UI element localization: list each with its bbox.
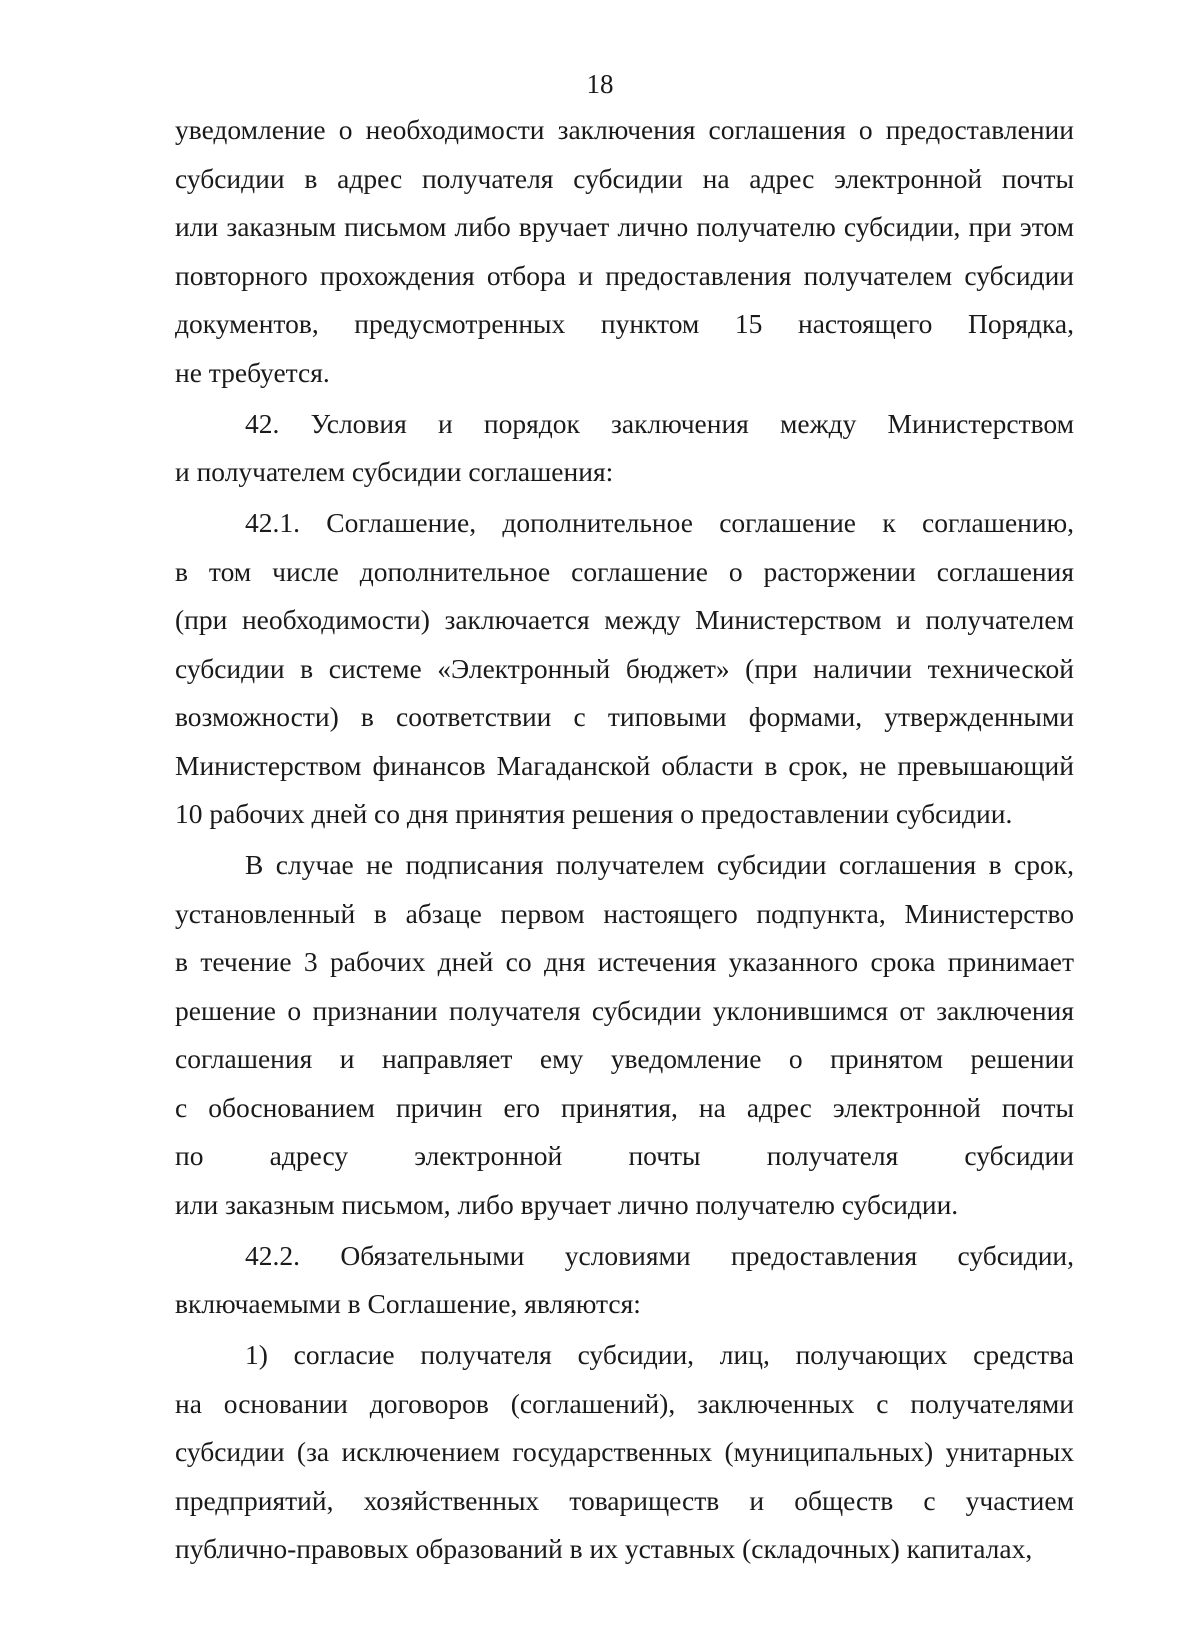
text-line: соглашения и направляет ему уведомление о принятом решении: [175, 1043, 1074, 1074]
text-line: или заказным письмом либо вручает лично получателю субсидии, при этом: [175, 211, 1074, 242]
paragraph: [175, 106, 1074, 397]
text-line: или заказным письмом, либо вручает лично получателю субсидии.: [175, 1188, 959, 1220]
text-line: на основании договоров (соглашений), заключенных с получателями: [175, 1387, 1074, 1419]
paragraph: [175, 1331, 1074, 1574]
text-line: субсидии (за исключением государственных (муниципальных) унитарных: [175, 1436, 1074, 1467]
paragraph: [175, 499, 1074, 839]
text-line: документов, предусмотренных пунктом 15 настоящего Порядка,: [175, 308, 1074, 339]
text-line: публично-правовых образований в их уставных (складочных) капиталах,: [175, 1533, 1033, 1564]
page-number: 18: [586, 69, 614, 99]
text-line: включаемыми в Соглашение, являются:: [175, 1288, 641, 1319]
text-line: 10 рабочих дней со дня принятия решения о предоставлении субсидии.: [175, 798, 1013, 829]
text-line: возможности) в соответствии с типовыми формами, утвержденными: [175, 701, 1074, 732]
text-line: 42.2. Обязательными условиями предоставления субсидии,: [245, 1239, 1074, 1271]
paragraph: [175, 400, 1074, 497]
text-line: 42.1. Соглашение, дополнительное соглашение к соглашению,: [245, 507, 1074, 538]
text-line: повторного прохождения отбора и предоставления получателем субсидии: [175, 259, 1074, 291]
paragraph: [175, 841, 1074, 1229]
text-line: по адресу электронной почты получателя субсидии: [175, 1140, 1074, 1171]
text-line: Министерством финансов Магаданской области в срок, не превышающий: [175, 749, 1074, 781]
text-line: решение о признании получателя субсидии уклонившимся от заключения: [175, 994, 1074, 1026]
text-line: в том числе дополнительное соглашение о расторжении соглашения: [175, 555, 1074, 587]
text-line: уведомление о необходимости заключения соглашения о предоставлении: [175, 114, 1074, 145]
text-line: 42. Условия и порядок заключения между Министерством: [245, 407, 1074, 439]
text-line: в течение 3 рабочих дней со дня истечения указанного срока принимает: [175, 946, 1074, 977]
text-line: В случае не подписания получателем субсидии соглашения в срок,: [245, 849, 1074, 880]
text-line: 1) согласие получателя субсидии, лиц, получающих средства: [245, 1339, 1074, 1370]
text-line: (при необходимости) заключается между Министерством и получателем: [175, 604, 1074, 635]
paragraph: [175, 1232, 1074, 1329]
text-line: и получателем субсидии соглашения:: [175, 456, 614, 487]
text-line: не требуется.: [175, 356, 330, 388]
text-line: установленный в абзаце первом настоящего подпункта, Министерство: [175, 897, 1074, 929]
document-body: [175, 106, 1074, 1574]
text-line: субсидии в системе «Электронный бюджет» (при наличии технической: [175, 652, 1074, 684]
text-line: с обоснованием причин его принятия, на адрес электронной почты: [175, 1091, 1074, 1123]
text-line: предприятий, хозяйственных товариществ и обществ с участием: [175, 1484, 1074, 1516]
text-line: субсидии в адрес получателя субсидии на адрес электронной почты: [175, 162, 1074, 194]
